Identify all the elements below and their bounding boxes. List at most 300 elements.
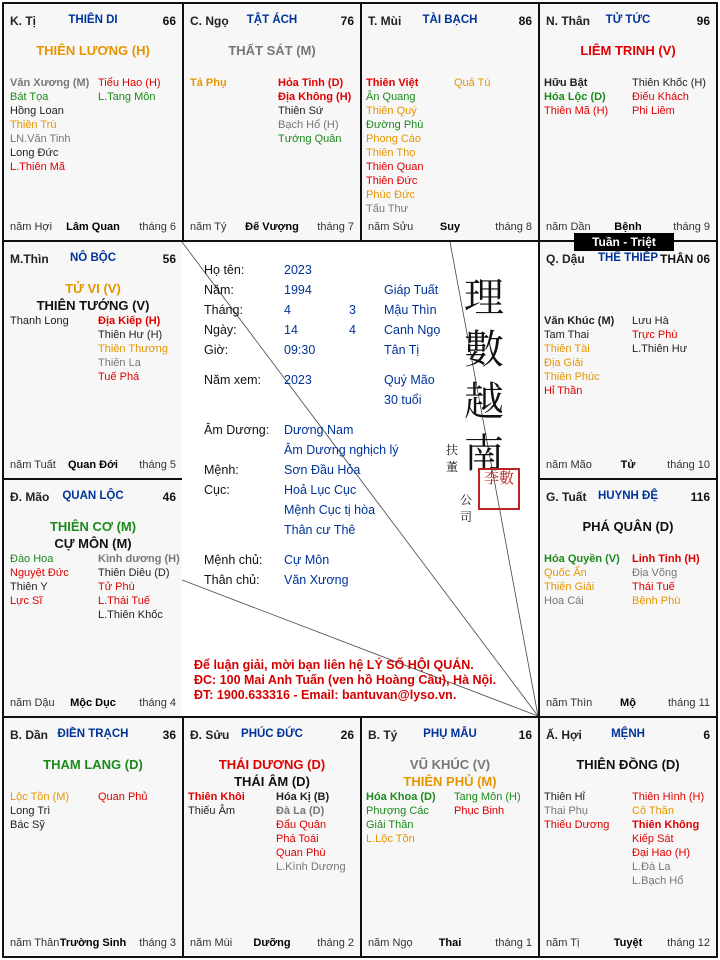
year-value: 1994: [284, 283, 312, 297]
palace-header: [546, 14, 710, 30]
star-item: Thiên Trù: [10, 119, 57, 131]
palace-number: 116: [690, 490, 710, 504]
palace-name: TÀI BẠCH: [422, 14, 478, 26]
footer-month: tháng 11: [667, 697, 710, 709]
palace-header: [10, 728, 176, 744]
footer-month: tháng 7: [317, 221, 354, 233]
right-star-list: [98, 76, 161, 104]
branch-label: C. Ngọ: [190, 14, 229, 28]
star-item: Thiên Y: [10, 581, 48, 593]
star-item: Hóa Quyền (V): [544, 553, 620, 565]
main-star: THIÊN ĐỒNG (D): [576, 757, 680, 772]
branch-label: Đ. Mão: [10, 490, 50, 504]
right-star-list: [632, 790, 704, 888]
menhchu-value: Cự Môn: [284, 553, 330, 567]
right-star-list: [278, 76, 351, 146]
palace-name: TẬT ÁCH: [246, 14, 298, 26]
star-item: Hồng Loan: [10, 105, 64, 117]
left-star-list: [366, 790, 436, 846]
day-label: Ngày:: [204, 323, 237, 337]
star-item: Tuế Phá: [98, 371, 140, 383]
contact-info: [194, 658, 496, 703]
star-item: Kình dương (H): [98, 553, 180, 565]
right-star-list: [98, 314, 168, 384]
star-item: Tang Môn (H): [454, 791, 521, 803]
cuc-value: Hoả Lục Cục: [284, 483, 357, 497]
star-item: Tả Phụ: [190, 77, 227, 89]
star-item: Thiên Quý: [366, 105, 417, 117]
palace-mao[interactable]: [2, 478, 184, 718]
footer-stage: Tuyệt: [613, 937, 643, 949]
star-item: L.Thiên Hư: [632, 343, 688, 355]
star-item: Trực Phù: [632, 329, 678, 341]
info-can-chi: [384, 280, 440, 410]
left-star-list: [10, 314, 69, 328]
main-star: PHÁ QUÂN (D): [582, 519, 674, 534]
star-item: Thiên Hình (H): [632, 791, 705, 803]
palace-header: [10, 14, 176, 30]
star-item: Thanh Long: [10, 315, 69, 327]
palace-name: MỆNH: [611, 728, 645, 740]
star-item: Thai Phụ: [544, 805, 589, 817]
footer-year: năm Ngọ: [368, 937, 413, 949]
main-stars: [184, 42, 360, 59]
star-item: Thiên Hư (H): [98, 329, 163, 341]
star-item: L.Lộc Tồn: [366, 833, 415, 845]
month-value: 4: [284, 303, 291, 317]
star-item: Tiểu Hao (H): [98, 77, 161, 89]
palace-ty[interactable]: [360, 716, 540, 958]
main-star: THẤT SÁT (M): [228, 43, 316, 58]
footer-stage: Mộ: [620, 697, 636, 709]
footer-stage: Suy: [439, 221, 461, 233]
footer-year: năm Mão: [546, 459, 592, 471]
star-item: Lưu Hà: [632, 315, 669, 327]
palace-footer: [546, 937, 710, 951]
logo-char: 南: [464, 431, 504, 477]
star-item: Bát Tọa: [10, 91, 49, 103]
star-item: Hóa Lộc (D): [544, 91, 606, 103]
main-stars: [540, 518, 716, 535]
star-item: Bạch Hổ (H): [278, 119, 339, 131]
palace-name: PHÚC ĐỨC: [241, 728, 303, 740]
palace-footer: [10, 937, 176, 951]
palace-footer: [368, 937, 532, 951]
footer-year: năm Thìn: [546, 697, 593, 709]
star-item: Bác Sỹ: [10, 819, 45, 831]
main-star: THÁI DƯƠNG (D): [218, 757, 326, 772]
star-item: L.Bạch Hổ: [632, 875, 684, 887]
footer-month: tháng 2: [317, 937, 354, 949]
logo-char: 理: [464, 275, 504, 321]
day-can: Canh Ngọ: [384, 323, 441, 337]
star-item: L.Kình Dương: [276, 861, 346, 873]
main-stars: [184, 756, 360, 790]
main-stars: [4, 280, 182, 314]
main-stars: [540, 42, 716, 59]
cuc-value-2: Mệnh Cục tị hòa: [284, 503, 376, 517]
star-item: Quan Phủ: [98, 791, 148, 803]
footer-year: năm Tị: [546, 937, 580, 949]
star-item: Cô Thần: [632, 805, 674, 817]
palace-header: [546, 728, 710, 744]
star-item: L.Thiên Khốc: [98, 609, 163, 621]
star-item: Hoa Cái: [544, 595, 584, 607]
footer-month: tháng 5: [139, 459, 176, 471]
left-star-list: [10, 76, 89, 174]
star-item: Thiên Quan: [366, 161, 424, 173]
branch-label: Đ. Sửu: [190, 728, 230, 742]
main-star: LIÊM TRINH (V): [580, 43, 676, 58]
star-item: Thiên Sứ: [278, 105, 324, 117]
star-item: Tướng Quân: [278, 133, 342, 145]
star-item: Hữu Bật: [544, 77, 588, 89]
star-item: Bệnh Phù: [632, 595, 681, 607]
palace-mui[interactable]: [360, 2, 540, 242]
star-item: Phượng Các: [366, 805, 429, 817]
right-star-list: [276, 790, 346, 874]
palace-number: 16: [518, 728, 532, 742]
palace-name: ĐIỀN TRẠCH: [57, 728, 129, 740]
star-item: Phục Binh: [454, 805, 505, 817]
footer-year: năm Dậu: [10, 697, 55, 709]
hour-label: Giờ:: [204, 343, 229, 357]
star-item: Thiên Thọ: [366, 147, 416, 159]
cuc-label: Cục:: [204, 483, 230, 497]
info-values-2: [284, 420, 399, 590]
footer-month: tháng 1: [495, 937, 532, 949]
palace-header: [190, 728, 354, 744]
palace-number: 76: [340, 14, 354, 28]
year-can: Giáp Tuất: [384, 283, 439, 297]
branch-label: Ấ. Hợi: [546, 728, 582, 742]
main-stars: [362, 756, 538, 790]
star-item: Thiên La: [98, 357, 141, 369]
star-item: Thiếu Dương: [544, 819, 610, 831]
logo-small-char: 司: [460, 510, 473, 524]
star-item: Thiên Mã (H): [544, 105, 609, 117]
palace-number: 66: [162, 14, 176, 28]
star-item: Tam Thai: [544, 329, 590, 341]
star-item: Văn Xương (M): [10, 77, 90, 89]
left-star-list: [190, 76, 227, 90]
left-star-list: [366, 76, 423, 216]
palace-footer: [10, 697, 176, 711]
star-item: Quả Tú: [454, 77, 491, 89]
footer-stage: Tử: [620, 459, 636, 471]
branch-label: T. Mùi: [368, 14, 402, 28]
view-year-value: 2023: [284, 373, 312, 387]
palace-thin[interactable]: [2, 240, 184, 480]
star-item: Địa Kiếp (H): [98, 315, 161, 327]
menh-value: Sơn Đầu Hỏa: [284, 463, 361, 477]
info-values: [284, 260, 315, 390]
palace-than[interactable]: [538, 2, 718, 242]
footer-stage: Quan Đới: [68, 459, 118, 471]
star-item: Phúc Đức: [366, 189, 415, 201]
palace-footer: [190, 221, 354, 235]
main-stars: [4, 518, 182, 552]
star-item: Long Trì: [10, 805, 51, 817]
star-item: Long Đức: [10, 147, 59, 159]
star-item: Ân Quang: [366, 91, 416, 103]
branch-label: B. Tý: [368, 728, 398, 742]
right-star-list: [454, 790, 521, 818]
amduong-value-2: Âm Dương nghịch lý: [284, 443, 399, 457]
star-item: L.Tang Môn: [98, 91, 156, 103]
star-item: Thiên Tài: [544, 343, 590, 355]
star-item: Kiếp Sát: [632, 833, 674, 845]
palace-footer: [190, 937, 354, 951]
logo-small-char: 公: [460, 493, 473, 507]
logo-char: 數: [464, 327, 504, 373]
year-label: Năm:: [204, 283, 234, 297]
contact-line: Để luận giải, mời bạn liên hệ LÝ SỐ HỘI QUÁN.: [194, 658, 474, 672]
star-item: Thiên Diêu (D): [98, 567, 170, 579]
right-star-list: [632, 552, 700, 608]
star-item: Thiên Không: [632, 819, 700, 831]
right-star-list: [98, 790, 148, 804]
view-can: Quý Mão: [384, 373, 435, 387]
name-label: Họ tên:: [204, 263, 245, 277]
star-item: Thiếu Âm: [188, 805, 236, 817]
left-star-list: [10, 552, 69, 608]
star-item: Thiên Thương: [98, 343, 169, 355]
star-item: Hóa Kị (B): [276, 791, 330, 803]
day-lunar: 4: [349, 323, 356, 337]
palace-header: [546, 490, 710, 506]
palace-number: 46: [162, 490, 176, 504]
star-item: Thái Tuế: [632, 581, 675, 593]
contact-line: ĐC: 100 Mai Anh Tuấn (ven hồ Hoàng Cầu), Hà Nội.: [194, 673, 497, 687]
main-star: THIÊN LƯƠNG (H): [36, 43, 150, 58]
star-item: LN.Văn Tinh: [10, 133, 71, 145]
day-value: 14: [284, 323, 298, 337]
star-item: Đường Phù: [366, 119, 424, 131]
menh-label: Mệnh:: [204, 463, 239, 477]
palace-header: [10, 490, 176, 506]
footer-year: năm Dần: [546, 221, 591, 233]
footer-year: năm Hợi: [10, 221, 53, 233]
star-item: Đẩu Quân: [276, 819, 327, 831]
left-star-list: [544, 790, 609, 832]
palace-name: NÔ BỘC: [70, 252, 116, 264]
branch-label: K. Tị: [10, 14, 36, 28]
star-item: Phong Cáo: [366, 133, 422, 145]
star-item: Phi Liêm: [632, 105, 675, 117]
footer-month: tháng 9: [673, 221, 710, 233]
main-star: VŨ KHÚC (V): [409, 757, 491, 772]
star-item: L.Thái Tuế: [98, 595, 150, 607]
palace-name: THÊ THIẾP: [597, 252, 659, 264]
footer-stage: Đế Vượng: [245, 221, 299, 233]
footer-year: năm Thân: [10, 937, 60, 949]
star-item: Địa Võng: [632, 567, 678, 579]
palace-header: [546, 252, 710, 268]
left-star-list: [544, 552, 620, 608]
palace-header: [368, 728, 532, 744]
palace-number: 96: [696, 14, 710, 28]
star-item: Đào Hoa: [10, 553, 54, 565]
star-item: Thiên Khốc (H): [632, 77, 706, 89]
contact-line: ĐT: 1900.633316 - Email: bantuvan@lyso.vn.: [194, 688, 457, 702]
star-item: Thiên Giải: [544, 581, 595, 593]
amduong-label: Âm Dương:: [204, 423, 270, 437]
star-item: L.Thiên Mã: [10, 161, 66, 173]
footer-stage: Trường Sinh: [59, 937, 127, 949]
palace-number: 86: [518, 14, 532, 28]
name-value: 2023: [284, 263, 312, 277]
branch-label: Q. Dậu: [546, 252, 585, 266]
branch-label: N. Thân: [546, 14, 590, 28]
star-item: Đại Hao (H): [632, 847, 691, 859]
month-label: Tháng:: [204, 303, 243, 317]
palace-number: 36: [162, 728, 176, 742]
star-item: Nguyệt Đức: [10, 567, 69, 579]
main-star: CỰ MÔN (M): [54, 536, 132, 551]
footer-stage: Bệnh: [614, 221, 642, 233]
palace-footer: [368, 221, 532, 235]
palace-number: THÂN 06: [659, 252, 710, 266]
palace-name: THIÊN DI: [68, 14, 118, 26]
star-item: Tử Phù: [98, 581, 135, 593]
palace-name: PHỤ MẪU: [423, 728, 477, 740]
footer-stage: Dưỡng: [253, 937, 291, 949]
main-star: THIÊN PHỦ (M): [403, 774, 497, 789]
left-star-list: [544, 314, 614, 398]
footer-stage: Mộc Dục: [70, 697, 116, 709]
star-item: Lực Sĩ: [10, 595, 43, 607]
branch-label: B. Dần: [10, 728, 49, 742]
palace-footer: [546, 459, 710, 473]
palace-number: 6: [703, 728, 710, 742]
star-item: Tấu Thư: [366, 203, 409, 215]
main-star: THÁI ÂM (D): [234, 774, 310, 789]
footer-year: năm Tý: [190, 221, 227, 233]
tuan-triet-badge: Tuần - Triệt: [574, 233, 674, 251]
logo-small-text-2: [460, 492, 474, 526]
palace-dan[interactable]: [2, 716, 184, 958]
palace-header: [368, 14, 532, 30]
star-item: L.Đà La: [632, 861, 671, 873]
hour-value: 09:30: [284, 343, 316, 357]
main-stars: [4, 42, 182, 59]
star-item: Phá Toái: [276, 833, 319, 845]
star-item: Điếu Khách: [632, 91, 689, 103]
star-item: Thiên Hỉ: [544, 791, 585, 803]
star-item: Thiên Khôi: [188, 791, 245, 803]
info-lunar: [349, 300, 356, 340]
info-labels-2: [204, 420, 269, 590]
main-star: THIÊN TƯỚNG (V): [36, 298, 150, 313]
star-item: Thiên Việt: [366, 77, 419, 89]
palace-suu[interactable]: [182, 716, 362, 958]
palace-header: [190, 14, 354, 30]
palace-hoi[interactable]: [538, 716, 718, 958]
star-item: Linh Tinh (H): [632, 553, 700, 565]
footer-month: tháng 6: [139, 221, 176, 233]
red-seal-stamp: 李數: [478, 468, 520, 510]
footer-month: tháng 12: [667, 937, 710, 949]
palace-number: 56: [162, 252, 176, 266]
right-star-list: [98, 552, 180, 622]
menhchu-label: Mệnh chủ:: [204, 553, 263, 567]
right-star-list: [632, 76, 706, 118]
month-can: Mậu Thìn: [384, 303, 437, 317]
main-stars: [4, 756, 182, 773]
center-info-panel: [182, 242, 538, 716]
star-item: Hóa Khoa (D): [366, 791, 436, 803]
palace-header: [10, 252, 176, 268]
footer-stage: Lâm Quan: [66, 221, 120, 233]
star-item: Lộc Tồn (M): [10, 791, 70, 803]
star-item: Thiên Đức: [366, 175, 418, 187]
star-item: Hỉ Thần: [544, 385, 583, 397]
star-item: Địa Giải: [544, 357, 584, 369]
main-stars: [540, 756, 716, 773]
palace-ti[interactable]: [2, 2, 184, 242]
star-item: Quốc Ấn: [544, 567, 587, 579]
palace-tuat[interactable]: [538, 478, 718, 718]
main-star: THAM LANG (D): [43, 757, 143, 772]
left-star-list: [10, 790, 69, 832]
footer-month: tháng 4: [139, 697, 176, 709]
palace-ngo[interactable]: [182, 2, 362, 242]
star-item: Thiên Phúc: [544, 371, 600, 383]
star-item: Quan Phù: [276, 847, 326, 859]
main-star: THIÊN CƠ (M): [49, 519, 137, 534]
thanchu-value: Văn Xương: [284, 573, 349, 587]
right-star-list: [632, 314, 687, 356]
branch-label: G. Tuất: [546, 490, 587, 504]
star-item: Đà La (D): [276, 805, 325, 817]
right-star-list: [454, 76, 491, 90]
amduong-value: Dương Nam: [284, 423, 354, 437]
palace-footer: [10, 459, 176, 473]
logo-small-char: 扶: [446, 443, 459, 457]
footer-month: tháng 10: [667, 459, 710, 471]
hour-can: Tân Tị: [384, 343, 420, 357]
logo-small-text-1: [446, 442, 460, 476]
age: 30 tuổi: [384, 393, 422, 407]
star-item: Văn Khúc (M): [544, 315, 615, 327]
palace-number: 26: [340, 728, 354, 742]
star-item: Hỏa Tinh (D): [278, 77, 344, 89]
footer-month: tháng 3: [139, 937, 176, 949]
palace-dau[interactable]: [538, 240, 718, 480]
footer-year: năm Sửu: [368, 221, 414, 233]
palace-name: QUAN LỘC: [62, 490, 124, 502]
star-item: Giải Thần: [366, 819, 414, 831]
cuc-value-3: Thân cư Thê: [284, 523, 356, 537]
palace-name: HUYNH ĐỆ: [597, 490, 659, 502]
left-star-list: [544, 76, 608, 118]
left-star-list: [188, 790, 245, 818]
footer-stage: Thai: [438, 937, 462, 949]
footer-month: tháng 8: [495, 221, 532, 233]
palace-footer: [10, 221, 176, 235]
footer-year: năm Tuất: [10, 459, 56, 471]
palace-name: TỬ TỨC: [605, 14, 651, 26]
info-labels: [204, 260, 261, 390]
palace-footer: [546, 697, 710, 711]
view-year-label: Năm xem:: [204, 373, 261, 387]
thanchu-label: Thân chủ:: [204, 573, 260, 587]
footer-year: năm Mùi: [190, 937, 233, 949]
logo-small-char: 董: [446, 460, 459, 474]
month-lunar: 3: [349, 303, 356, 317]
main-star: TỬ VI (V): [65, 281, 121, 296]
